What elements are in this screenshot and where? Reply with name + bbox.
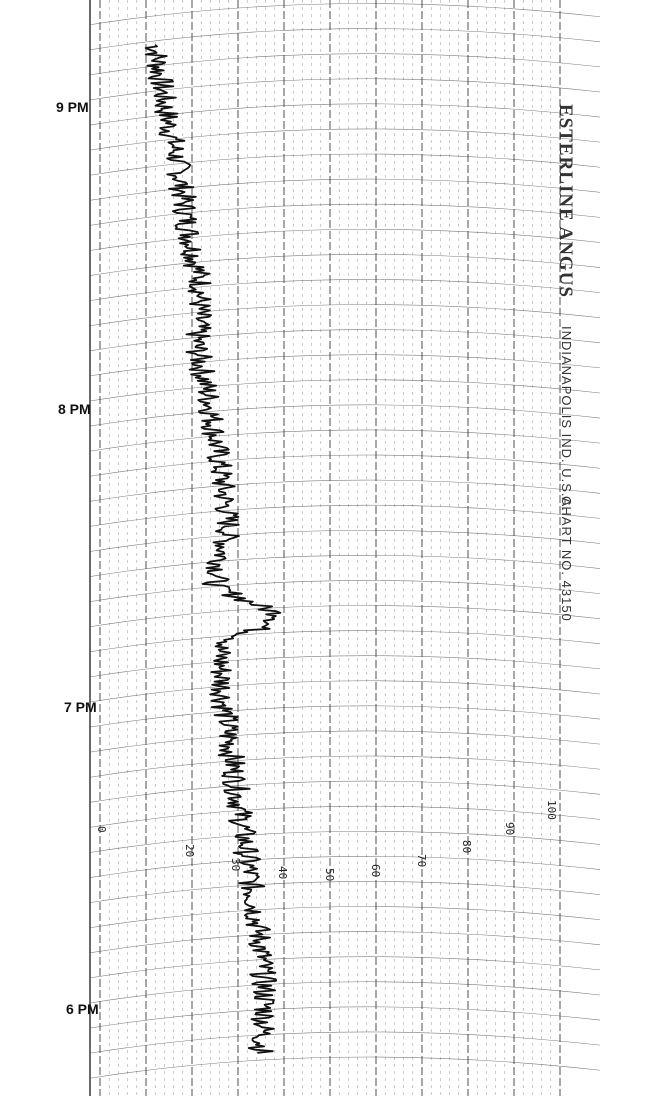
grid-line-time [90, 154, 600, 175]
grid-line-time [90, 957, 600, 978]
chart-grid [90, 0, 600, 1096]
grid-line-time [90, 656, 600, 677]
grid-line-time [90, 681, 600, 702]
time-label-8pm: 8 PM [58, 401, 91, 417]
grid-line-time [90, 530, 600, 551]
grid-line-time [90, 932, 600, 953]
grid-line-time [90, 204, 600, 225]
time-label-9pm: 9 PM [56, 99, 89, 115]
grid-line-time [90, 455, 600, 476]
grid-line-time [90, 304, 600, 325]
scale-label-60: 60 [369, 864, 382, 878]
chart-imprint [555, 104, 576, 622]
grid-line-time [90, 430, 600, 451]
grid-line-time [90, 480, 600, 501]
grid-line-time [90, 254, 600, 275]
grid-line-time [90, 1032, 600, 1053]
scale-label-20: 20 [183, 844, 196, 858]
scale-label-40: 40 [276, 866, 289, 880]
scale-label-90: 90 [503, 822, 516, 836]
grid-line-time [90, 881, 600, 902]
grid-line-time [90, 1057, 600, 1078]
grid-line-time [90, 405, 600, 426]
grid-line-time [90, 982, 600, 1003]
grid-line-time [90, 856, 600, 880]
grid-line-time [90, 731, 600, 752]
grid-line-time [90, 906, 600, 927]
grid-line-time [90, 781, 600, 802]
imprint-chart-no: CHART NO. 43150 [559, 496, 574, 622]
grid-line-time [90, 179, 600, 200]
grid-line-time [90, 229, 600, 250]
grid-line-time [90, 355, 600, 376]
grid-line-time [90, 330, 600, 351]
grid-line-time [90, 631, 600, 652]
recorder-trace [146, 45, 284, 1054]
grid-line-time [90, 3, 600, 24]
scale-label-50: 50 [323, 868, 336, 882]
trace-line [146, 45, 281, 1053]
grid-line-time [90, 831, 600, 852]
scale-label-100: 100 [545, 800, 558, 820]
scale-label-30: 30 [229, 858, 242, 872]
grid-line-time [90, 555, 600, 576]
grid-line-time [90, 29, 600, 50]
grid-line-time [90, 279, 600, 300]
grid-line-time [90, 505, 600, 526]
time-axis [56, 99, 99, 1017]
time-label-6pm: 6 PM [66, 1001, 99, 1017]
scale-label-80: 80 [460, 840, 473, 854]
grid-line-time [90, 706, 600, 727]
imprint-location: INDIANAPOLIS IND. U.S.A. [559, 326, 574, 512]
imprint-brand: ESTERLINE ANGUS [555, 104, 576, 298]
grid-line-time [90, 756, 600, 777]
time-label-7pm: 7 PM [64, 699, 97, 715]
grid-line-time [90, 580, 600, 601]
grid-line-time [90, 1007, 600, 1028]
scale-label-70: 70 [415, 854, 428, 868]
scale-label-0: 0 [95, 826, 108, 833]
grid-line-time [90, 380, 600, 401]
grid-line-time [90, 605, 600, 626]
grid-line-time [90, 806, 600, 827]
